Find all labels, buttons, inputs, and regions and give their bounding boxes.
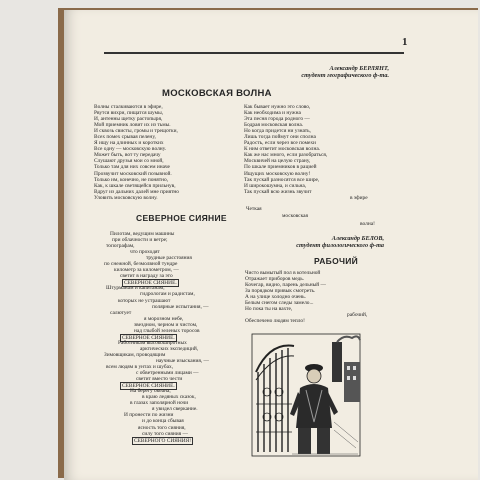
poem1-tail-mid-wrap	[282, 213, 308, 219]
poem-line-text: топографам,	[106, 243, 135, 250]
poem3-author-role: студент филологического ф-та	[296, 241, 384, 249]
poem-line-text: Штурманам и капитанам,	[106, 285, 165, 292]
poem1-tail-end: волна!	[360, 221, 375, 227]
poem-line-text: Прозвучит московский позывной.	[94, 170, 172, 177]
poem-line-text: Вдруг из дальних далей мне приятно	[94, 188, 180, 195]
poem3-body	[245, 270, 367, 324]
poem1-author-name: Александр БЕРЛЯНТ,	[329, 65, 389, 72]
poem-line-text: Как бывает нужно это слово,	[244, 104, 311, 110]
poem-line-text: И сквозь свисты, громы и трещотки,	[94, 128, 178, 135]
poem-line-text: Как, к шкале светящейся прильнув,	[94, 182, 176, 189]
poem-line-text: Радость, если через все помехи	[244, 140, 316, 147]
poem-line-text: Зимовщикам, проводящим	[104, 351, 166, 358]
poem-line-text: светит в награду за это	[120, 273, 173, 280]
poem-line-text: Но пока ты на вахте,	[245, 306, 293, 313]
poem-line-text: СЕВЕРНОЕ СИЯНИЕ.	[122, 334, 175, 341]
poem-line-text: СЕВЕРНОГО СИЯНИЯ!	[134, 437, 192, 444]
poem-line-text: я морозном небе,	[144, 315, 184, 322]
poem-line-text: По шкале приемников в рацией	[244, 164, 317, 171]
poem-line-text: А на улице холодно очень.	[245, 294, 306, 301]
poem2-body	[100, 231, 209, 443]
poem-line-text: в глазах заполярной ночи	[130, 400, 189, 407]
poem-line-text: И, антенны щетку растопыря,	[94, 116, 163, 123]
poem-line-text: я увидел сверкание.	[152, 406, 198, 413]
poem-line-text: Отражает приборов медь.	[245, 276, 305, 283]
poem-line-text: салютует	[110, 309, 132, 316]
poem1-right-column	[244, 104, 368, 201]
poem-line-text: Кочегар, видно, парень дельный —	[245, 282, 326, 289]
poem-line-text: Как же нас много, если разобраться,	[244, 152, 328, 159]
poem-line-text: Эта песня города родного —	[244, 116, 310, 123]
poem2-title: СЕВЕРНОЕ СИЯНИЕ	[136, 213, 227, 223]
poem-line-text: Я ищу на длинных и коротких	[94, 140, 164, 147]
poem-line-text: Мой приемник ловит их из тьмы.	[94, 122, 171, 129]
poem1-tail-mid: московская	[282, 213, 308, 219]
poem-line-text: километр за километром, —	[114, 267, 179, 274]
poem-line-text: Пилотам, ведущим машины	[110, 231, 175, 237]
poem-line-text: Может быть, вот ту передачу	[94, 152, 161, 159]
poem-line-text: звездном, черном и чистом,	[134, 321, 198, 328]
poem-line-text: И широкошумна, и сильна,	[244, 182, 307, 189]
poem-line-text: полярные испытания, —	[152, 303, 209, 310]
page-number: 1	[402, 36, 408, 48]
poem-line-text: И пронести по жизни	[124, 412, 174, 419]
poem-line-text: трудные расстояния	[146, 255, 192, 262]
poem1-tail	[246, 206, 262, 212]
poem-line-text: СЕВЕРНОЕ СИЯНИЕ.	[122, 383, 175, 390]
poem-line-text: К ним ответит московская волна.	[244, 146, 321, 153]
poem1-left-column	[94, 104, 179, 201]
poem-line-text: Ищущих московскую волну!	[244, 170, 311, 177]
poem-line-text: Только там для них совсем иначе	[94, 164, 170, 171]
poem-line-text: Работникам высокоширотных	[118, 339, 187, 346]
poem-line-text: На берегу океана,	[130, 388, 171, 395]
poem3-byline	[232, 236, 384, 249]
poem-line-text: Рвутся вихри, пищатся шумы,	[94, 110, 164, 117]
poem1-tail-left: Четкая	[246, 206, 262, 212]
poem-line-text: всем людям в унтах и шубах,	[106, 364, 174, 371]
poem1-byline	[214, 66, 389, 79]
poem-line-text: Слушают друзья мои со мной,	[94, 158, 164, 165]
poem-line-text: и до конца сбывая	[142, 418, 184, 425]
poem-line-text: научные изыскания, —	[156, 357, 209, 364]
poem-line-text: арктических экспедиций,	[140, 345, 199, 352]
poem-line-text: светит вместо чести	[136, 376, 183, 383]
poem-line-text: Но когда придется ни узнать,	[244, 128, 311, 135]
poem-line-text: над глыбой зеленых торосов	[134, 327, 200, 334]
poem-line	[245, 318, 367, 324]
poem-line	[244, 195, 368, 201]
header-rule	[104, 52, 404, 54]
poem-line-text: Уловить московскую волну.	[94, 194, 158, 201]
poem-line-text: гидрологам и радистам,	[140, 291, 195, 298]
poem-line-text: Всех помех срывая пелену,	[94, 134, 156, 141]
poem-line-text: Как необходима и нужна	[244, 110, 301, 117]
stoker-illustration	[248, 332, 364, 460]
poem-line	[94, 195, 179, 201]
poem-line-text: по снежной, безмолвной тундре	[104, 261, 178, 268]
poem1-tail-end-wrap	[360, 221, 375, 227]
poem-line-text: Так пускай разносятся все шире,	[244, 176, 320, 183]
poem-line-text: Лишь тогда поймут они сполна	[244, 134, 316, 141]
poem-line-text: ясность того сияния,	[138, 424, 186, 431]
poem-line-text: с обветренными лицами —	[136, 370, 199, 377]
poem3-title: РАБОЧИЙ	[314, 256, 359, 266]
poem-line-text: СЕВЕРНОЕ СИЯНИЕ.	[124, 280, 177, 287]
poem-line-text: силу того сияния —	[142, 430, 188, 437]
poem-line-text: Бодрая московская волна.	[244, 122, 304, 129]
poem-line-text: Чисто вымытый пол в котельной	[245, 270, 321, 276]
poem-line-text: Москвичей на целую страну,	[244, 158, 311, 165]
poem-line-text: в краю ледяных сказок,	[142, 394, 196, 401]
poem-line-text: Все одну — московскую волну.	[94, 146, 167, 153]
book-page	[64, 10, 478, 480]
poem3-author-name: Александр БЕЛОВ,	[331, 235, 384, 242]
poem-line-text: Волны сталкиваются в эфире,	[94, 104, 163, 110]
poem-line-text: рабочий,	[347, 312, 368, 319]
poem-line-text: Обеспечено людям тепло!	[245, 318, 305, 325]
poem-line-text: Так пускай всю жизнь звучит	[244, 188, 312, 195]
poem-line	[100, 437, 209, 443]
poem-line-text: Белым снегом следы замело...	[245, 300, 314, 307]
poem-line-text: при облачности и ветре;	[112, 237, 168, 244]
poem-line-text: что проходят	[130, 249, 160, 256]
poem-line-text: которых не устрашают	[118, 297, 171, 304]
poem-line-text: в эфире	[350, 194, 368, 201]
poem-line-text: За порядком привык смотреть.	[245, 288, 316, 295]
poem1-author-role: студент географического ф-та.	[301, 71, 389, 79]
poem-line-text: Только им, конечно, не понятно,	[94, 176, 169, 183]
poem1-title: МОСКОВСКАЯ ВОЛНА	[162, 88, 272, 99]
